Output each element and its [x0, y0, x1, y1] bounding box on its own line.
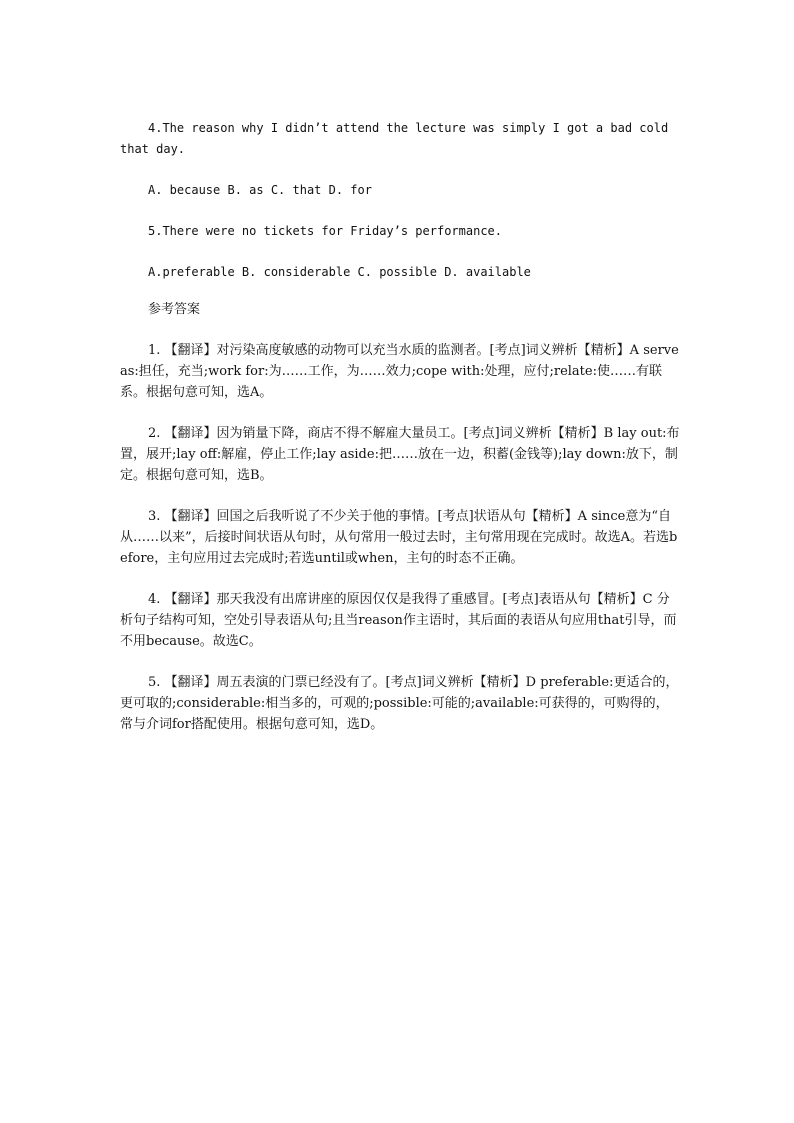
question-5-stem: 5.There were no tickets for Friday’s performance.	[148, 224, 503, 238]
answer-1: 1. 【翻译】对污染高度敏感的动物可以充当水质的监测者。[考点]词义辨析【精析】A serve as:担任，充当;work for:为……工作，为……效力;cope with:处理，应付;relate:使……有联系。根据句意可知，选A。	[120, 343, 679, 400]
answer-2: 2. 【翻译】因为销量下降，商店不得不解雇大量员工。[考点]词义辨析【精析】B lay out:布置，展开;lay off:解雇，停止工作;lay aside:把……放在一边，积蓄(金钱等);lay down:放下，制定。根据句意可知，选B。	[120, 426, 680, 483]
answer-4: 4. 【翻译】那天我没有出席讲座的原因仅仅是我得了重感冒。[考点]表语从句【精析】C 分析句子结构可知，空处引导表语从句;且当reason作主语时，其后面的表语从句应用that引导，而不用because。故选C。	[120, 592, 677, 649]
answers-title: 参考答案	[148, 302, 201, 317]
document-page	[120, 118, 680, 735]
answer-3: 3. 【翻译】回国之后我听说了不少关于他的事情。[考点]状语从句【精析】A since意为“自从……以来”，后接时间状语从句时，从句常用一般过去时，主句常用现在完成时。故选A。若选before，主句应用过去完成时;若选until或when，主句的时态不正确。	[120, 509, 678, 566]
question-4-options: A. because B. as C. that D. for	[148, 183, 372, 197]
answer-5: 5. 【翻译】周五表演的门票已经没有了。[考点]词义辨析【精析】D preferable:更适合的，更可取的;considerable:相当多的，可观的;possible:可能的;available:可获得的，可购得的，常与介词for搭配使用。根据句意可知，选D。	[120, 675, 679, 732]
question-5-options: A.preferable B. considerable C. possible D. available	[148, 265, 531, 279]
question-4-stem: 4.The reason why I didn’t attend the lecture was simply I got a bad cold that day.	[120, 121, 669, 156]
